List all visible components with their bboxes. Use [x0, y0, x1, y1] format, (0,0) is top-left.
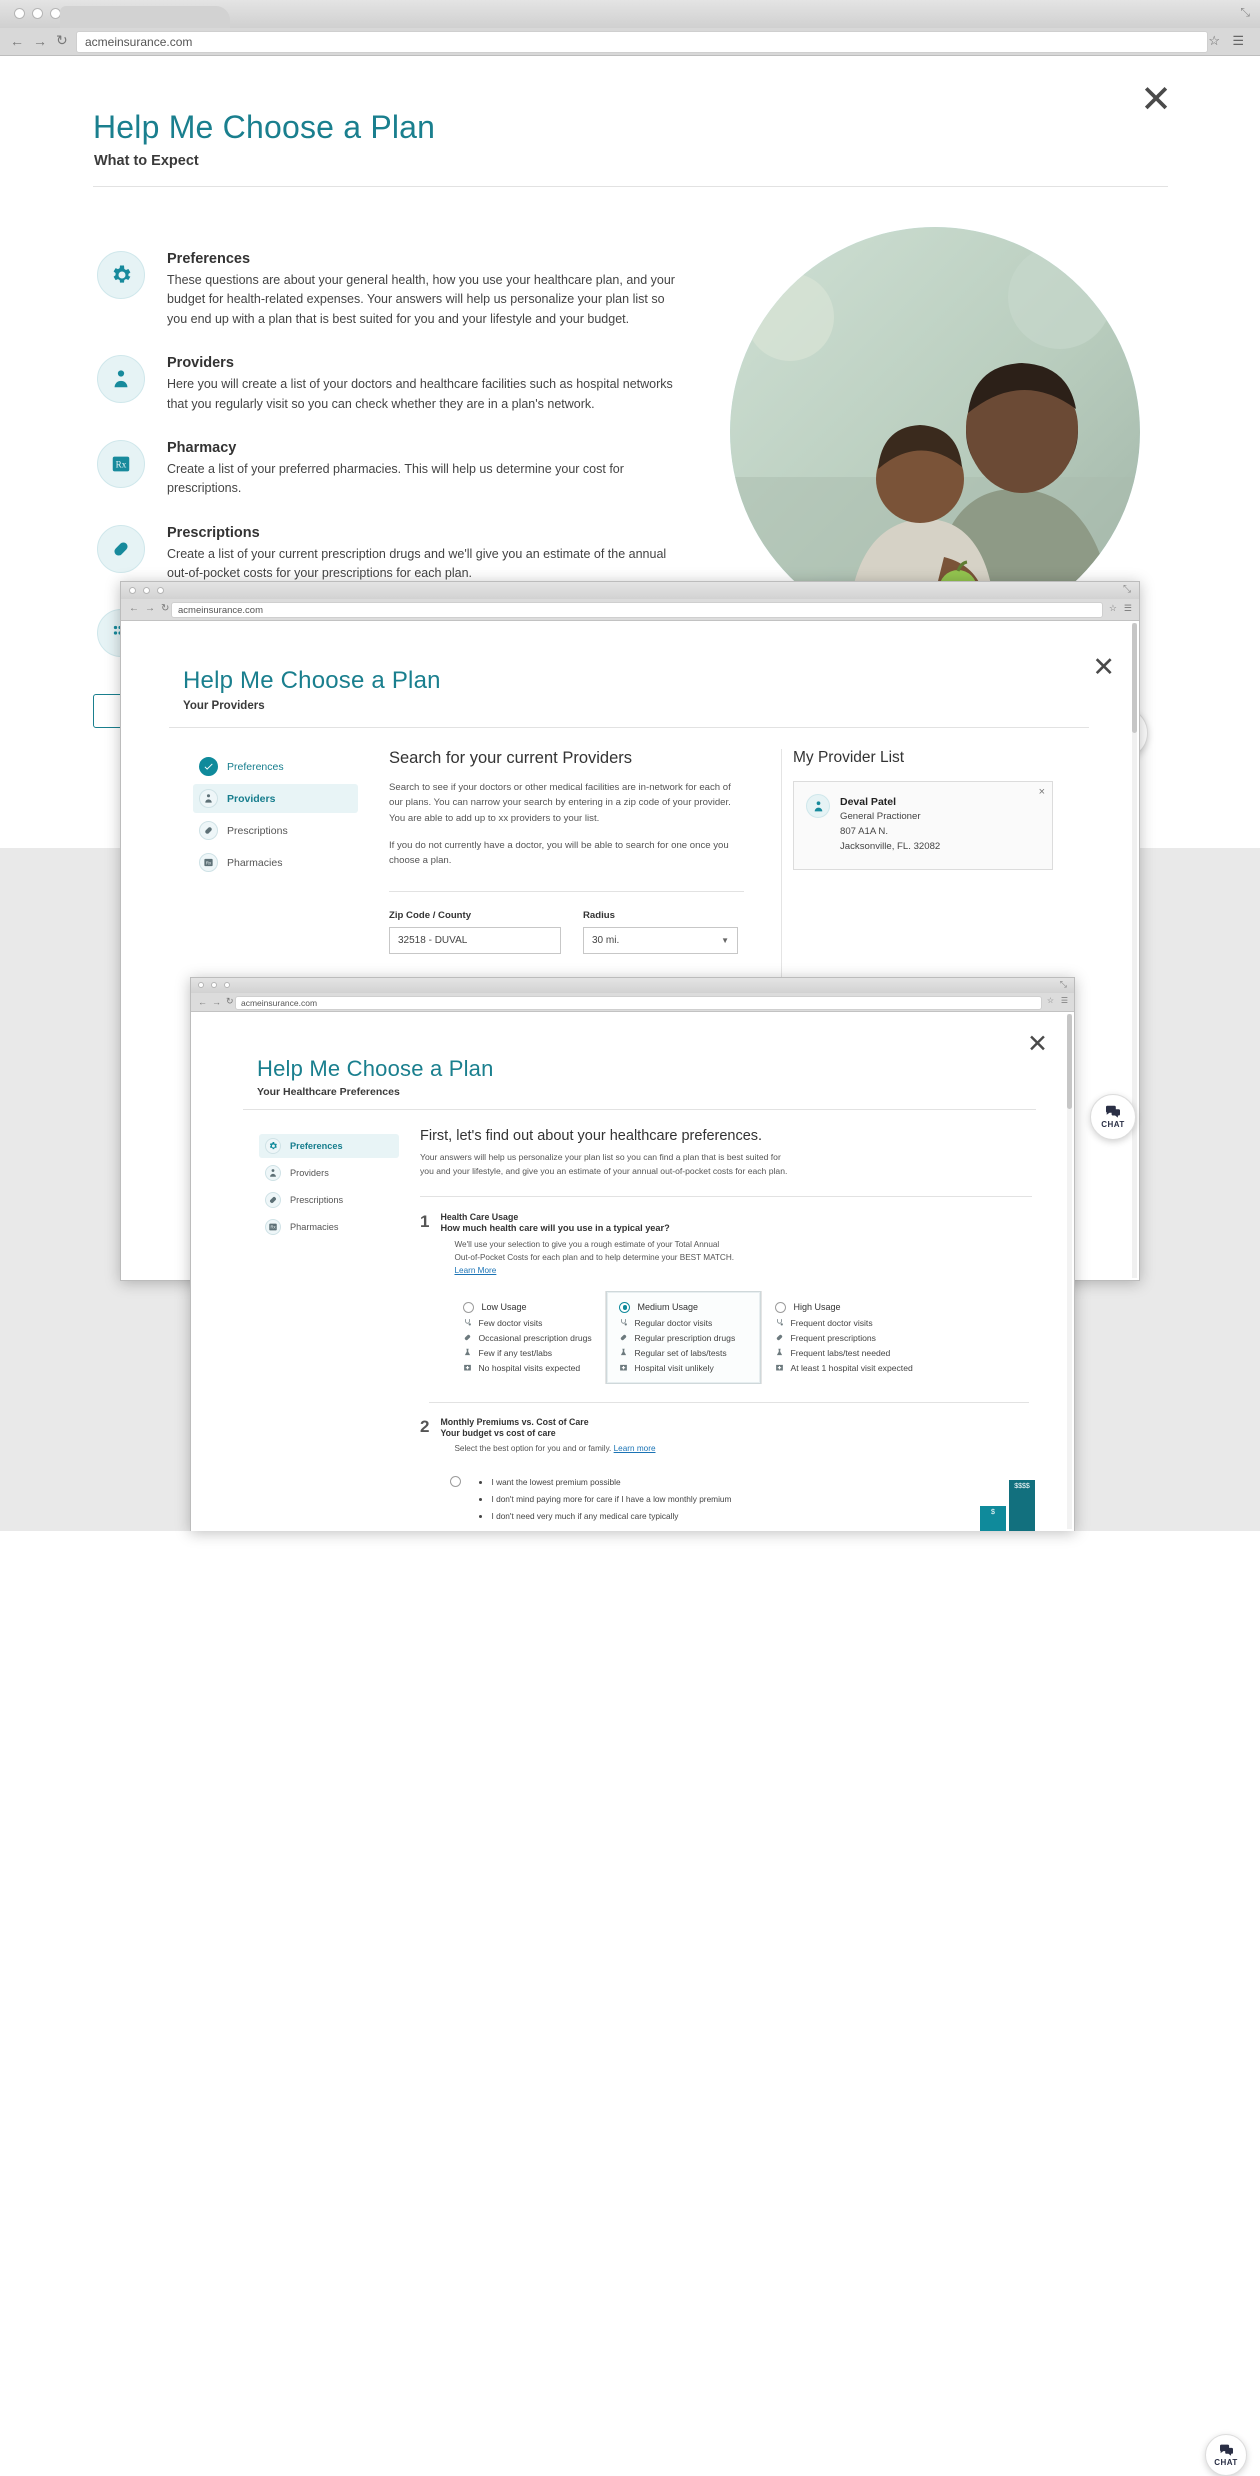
search-heading: Search for your current Providers: [389, 749, 633, 767]
feature-body: These questions are about your general health, how you use your healthcare plan, and your budget for health-related expenses. Your answers will help us personalize your plan list so you end up with a plan that is best suited for you and your lifestyle and your budget.: [167, 273, 675, 326]
chat-bubble-icon: [1104, 1105, 1122, 1119]
radio-medium-usage[interactable]: [619, 1302, 630, 1313]
chat-label: CHAT: [1101, 1120, 1125, 1129]
intro-heading: First, let's find out about your healthcare preferences.: [420, 1128, 763, 1144]
remove-provider-icon[interactable]: ×: [1038, 786, 1045, 798]
hero-image: [730, 227, 1140, 637]
feature-heading: Prescriptions: [167, 524, 260, 541]
chart-bar-cost: $$$$: [1009, 1480, 1035, 1531]
chat-bubble-icon: [1218, 2444, 1235, 2457]
url-text: acmeinsurance.com: [85, 35, 193, 49]
expand-icon[interactable]: ⤡: [1123, 584, 1131, 595]
radius-select[interactable]: [583, 927, 738, 954]
zip-value: 32518 - DUVAL: [398, 934, 468, 946]
option-low-usage[interactable]: [450, 1291, 605, 1384]
list-item: • I don't mind paying more for care if I have a low monthly premium: [491, 1491, 930, 1508]
window-zoom-dot[interactable]: [224, 982, 230, 988]
window-controls[interactable]: [198, 982, 230, 988]
scrollbar-thumb[interactable]: [1132, 623, 1137, 733]
radius-value: 30 mi.: [592, 934, 620, 946]
divider: [389, 891, 744, 892]
divider: [169, 727, 1089, 728]
window-controls[interactable]: [129, 587, 164, 594]
provider-name: Deval Patel: [840, 796, 897, 808]
address-bar[interactable]: [235, 996, 1042, 1010]
divider: [93, 186, 1168, 187]
pill-icon: [775, 1333, 784, 1342]
scrollbar-track[interactable]: [1132, 623, 1137, 1278]
option-detail: Frequent prescriptions: [775, 1333, 924, 1343]
page-content-preferences: [191, 1012, 1074, 1531]
sidebar-item-pharmacies[interactable]: [259, 1215, 399, 1239]
hospital-icon: [463, 1363, 472, 1372]
list-item: • I don't need very much if any medical care typically: [491, 1508, 930, 1525]
option-medium-usage[interactable]: [606, 1291, 761, 1384]
feature-pharmacy: [97, 440, 697, 499]
window-close-dot[interactable]: [14, 8, 25, 19]
window-zoom-dot[interactable]: [157, 587, 164, 594]
option-detail: Hospital visit unlikely: [619, 1363, 748, 1373]
window-close-dot[interactable]: [198, 982, 204, 988]
option-label: Medium Usage: [637, 1302, 698, 1313]
radio-high-usage[interactable]: [775, 1302, 786, 1313]
pharmacy-rx-icon: [265, 1219, 281, 1235]
question-title: Health Care Usage: [440, 1211, 519, 1222]
question-title: Monthly Premiums vs. Cost of Care: [440, 1416, 589, 1427]
option-label: High Usage: [793, 1302, 841, 1313]
question-text: Your budget vs cost of care: [440, 1427, 556, 1438]
premium-cost-chart: [930, 1474, 1035, 1531]
option-detail: Regular set of labs/tests: [619, 1348, 748, 1358]
divider: [429, 1402, 1029, 1403]
provider-card[interactable]: [793, 781, 1053, 870]
feature-heading: Pharmacy: [167, 439, 237, 456]
provider-list-heading: My Provider List: [793, 749, 905, 766]
sidebar-item-label: Preferences: [290, 1141, 343, 1151]
chat-widget[interactable]: [1205, 2434, 1247, 2476]
chat-label: CHAT: [1214, 2457, 1238, 2467]
sidebar-item-label: Providers: [227, 792, 276, 805]
page-subtitle: Your Healthcare Preferences: [257, 1086, 400, 1098]
page-subtitle: Your Providers: [183, 700, 265, 712]
svg-text:Rx: Rx: [270, 1224, 276, 1230]
scrollbar-track[interactable]: [1067, 1014, 1072, 1529]
zip-input[interactable]: [389, 927, 561, 954]
window-minimize-dot[interactable]: [143, 587, 150, 594]
chat-widget[interactable]: [1090, 1094, 1136, 1140]
url-text: acmeinsurance.com: [178, 604, 264, 616]
back-arrow-icon[interactable]: ←: [198, 996, 207, 1007]
address-bar[interactable]: [171, 602, 1103, 618]
sidebar-item-preferences[interactable]: [193, 752, 358, 781]
learn-more-link[interactable]: Learn more: [613, 1443, 656, 1453]
address-bar[interactable]: [76, 31, 1208, 53]
premium-option-row: [440, 1474, 1035, 1531]
question-2: [420, 1417, 1035, 1531]
option-detail: Frequent labs/test needed: [775, 1348, 924, 1358]
svg-text:Rx: Rx: [205, 860, 212, 866]
premium-bullets: [479, 1474, 930, 1525]
option-label: Low Usage: [481, 1302, 527, 1313]
stethoscope-icon: [619, 1318, 628, 1327]
feature-preferences: [97, 251, 697, 329]
stethoscope-icon: [463, 1318, 472, 1327]
browser-window-preferences: [190, 977, 1238, 2467]
hamburger-menu-icon[interactable]: ☰: [1060, 996, 1068, 1005]
preferences-main: [420, 1128, 1035, 1531]
option-detail: Occasional prescription drugs: [463, 1333, 592, 1343]
sidebar-item-label: Prescriptions: [290, 1195, 344, 1205]
window-close-dot[interactable]: [129, 587, 136, 594]
feature-prescriptions: [97, 525, 697, 584]
back-arrow-icon[interactable]: ←: [10, 32, 24, 49]
back-arrow-icon[interactable]: ←: [129, 603, 139, 614]
forward-arrow-icon[interactable]: →: [212, 996, 221, 1007]
page-title: Help Me Choose a Plan: [183, 667, 441, 694]
question-number: 2: [420, 1416, 430, 1436]
pharmacy-rx-icon: [199, 853, 218, 872]
url-text: acmeinsurance.com: [241, 998, 318, 1008]
hospital-icon: [619, 1363, 628, 1372]
option-high-usage[interactable]: [762, 1291, 937, 1384]
search-paragraph-1: Search to see if your doctors or other medical facilities are in-network for each of our plans. You can narrow your search by entering in a zip code of your provider. You are able to add up to xx providers to your list.: [389, 782, 731, 824]
zip-label: Zip Code / County: [389, 909, 472, 921]
question-number: 1: [420, 1211, 430, 1231]
feature-body: Create a list of your current prescription drugs and we'll give you an estimate of the annual out-of-pocket costs for your prescriptions for each plan.: [167, 546, 667, 580]
pharmacy-rx-icon: [97, 440, 145, 488]
feature-heading: Preferences: [167, 251, 251, 267]
reload-icon[interactable]: ↻: [226, 996, 234, 1006]
hamburger-menu-icon[interactable]: ☰: [1232, 33, 1244, 48]
pill-icon: [199, 821, 218, 840]
question-text: How much health care will you use in a typical year?: [440, 1222, 670, 1233]
provider-city: Jacksonville, FL. 32082: [840, 840, 941, 852]
divider: [243, 1109, 1036, 1110]
lab-icon: [775, 1348, 784, 1357]
page-subtitle: What to Expect: [94, 153, 199, 169]
usage-options: [440, 1291, 1035, 1384]
question-1: [420, 1212, 1035, 1403]
bookmark-star-icon[interactable]: ☆: [1108, 603, 1117, 613]
option-detail: Few doctor visits: [463, 1318, 592, 1328]
sidebar-item-preferences[interactable]: [259, 1134, 399, 1158]
pill-icon: [97, 525, 145, 573]
lab-icon: [463, 1348, 472, 1357]
sidebar-item-label: Pharmacies: [227, 856, 283, 869]
radio-lowest-premium[interactable]: [450, 1476, 461, 1487]
chart-bar-premium: $: [980, 1506, 1006, 1531]
browser-tab[interactable]: [60, 6, 230, 28]
nav-buttons[interactable]: [198, 996, 234, 1007]
pill-icon: [463, 1333, 472, 1342]
close-icon[interactable]: ✕: [1092, 652, 1115, 682]
option-detail: No hospital visits expected: [463, 1363, 592, 1373]
page-title: Help Me Choose a Plan: [257, 1056, 494, 1081]
option-detail: Few if any test/labs: [463, 1348, 592, 1358]
sidebar-item-prescriptions[interactable]: [259, 1188, 399, 1212]
divider: [420, 1196, 1032, 1197]
sidebar-item-providers[interactable]: [193, 784, 358, 813]
search-filters: [389, 910, 744, 954]
doctor-icon: [97, 355, 145, 403]
provider-search-panel: [389, 749, 744, 954]
learn-more-link[interactable]: Learn More: [454, 1265, 497, 1275]
chevron-down-icon: ▼: [721, 935, 729, 945]
sidebar-item-prescriptions[interactable]: [193, 816, 358, 845]
gear-icon: [265, 1138, 281, 1154]
window-titlebar: [0, 0, 1260, 28]
option-detail: Regular doctor visits: [619, 1318, 748, 1328]
my-provider-list: [793, 749, 1053, 870]
forward-arrow-icon[interactable]: →: [145, 603, 155, 614]
sidebar-item-label: Pharmacies: [290, 1222, 339, 1232]
sidebar-item-providers[interactable]: [259, 1161, 399, 1185]
window-titlebar: [191, 978, 1074, 993]
sidebar-item-label: Providers: [290, 1168, 329, 1178]
option-detail: At least 1 hospital visit expected: [775, 1363, 924, 1373]
radio-low-usage[interactable]: [463, 1302, 474, 1313]
browser-toolbar: [191, 993, 1074, 1012]
feature-providers: [97, 355, 697, 414]
question-help: Select the best option for you and or family.: [454, 1443, 612, 1453]
step-nav[interactable]: [259, 1134, 399, 1239]
svg-text:Rx: Rx: [115, 459, 127, 470]
gear-icon: [97, 251, 145, 299]
scrollbar-thumb[interactable]: [1067, 1014, 1072, 1109]
provider-address: 807 A1A N.: [840, 826, 889, 838]
doctor-icon: [806, 794, 830, 818]
reload-icon[interactable]: ↻: [161, 603, 170, 614]
doctor-icon: [199, 789, 218, 808]
option-detail: Regular prescription drugs: [619, 1333, 748, 1343]
step-nav[interactable]: [193, 752, 358, 877]
close-icon[interactable]: ✕: [1140, 79, 1172, 121]
sidebar-item-label: Preferences: [227, 760, 284, 773]
window-minimize-dot[interactable]: [211, 982, 217, 988]
window-titlebar: [121, 582, 1139, 599]
check-icon: [199, 757, 218, 776]
question-help: We'll use your selection to give you a rough estimate of your Total Annual Out-of-Pocket Costs for each plan and to help determine your BEST MATCH.: [454, 1239, 735, 1262]
browser-toolbar: [0, 28, 1260, 56]
search-paragraph-2: If you do not currently have a doctor, you will be able to search for one once you choose a plan.: [389, 840, 729, 867]
hamburger-menu-icon[interactable]: ☰: [1123, 603, 1132, 613]
hospital-icon: [775, 1363, 784, 1372]
lab-icon: [619, 1348, 628, 1357]
pill-icon: [619, 1333, 628, 1342]
feature-heading: Providers: [167, 355, 234, 372]
intro-body: Your answers will help us personalize your plan list so you can find a plan that is best suited for you and your lifestyle, and give you an estimate of your annual out-of-pocket costs for each plan.: [420, 1152, 788, 1176]
reload-icon[interactable]: ↻: [56, 32, 68, 48]
family-photo: [730, 227, 1140, 637]
pill-icon: [265, 1192, 281, 1208]
close-icon[interactable]: ✕: [1027, 1030, 1048, 1058]
window-controls[interactable]: [14, 8, 61, 19]
feature-body: Create a list of your preferred pharmacies. This will help us determine your cost for prescriptions.: [167, 461, 624, 496]
option-detail: Frequent doctor visits: [775, 1318, 924, 1328]
window-minimize-dot[interactable]: [32, 8, 43, 19]
nav-buttons[interactable]: [129, 603, 169, 614]
forward-arrow-icon[interactable]: →: [33, 32, 47, 49]
radius-label: Radius: [583, 909, 615, 921]
expand-icon[interactable]: ⤡: [1059, 979, 1067, 989]
browser-toolbar: [121, 599, 1139, 621]
page-title: Help Me Choose a Plan: [93, 109, 436, 145]
expand-icon[interactable]: ⤡: [1240, 5, 1250, 19]
sidebar-item-label: Prescriptions: [227, 824, 288, 837]
list-item: • I want the lowest premium possible: [491, 1474, 930, 1491]
feature-body: Here you will create a list of your doctors and healthcare facilities such as hospital networks that you regularly visit so you can check whether they are in a plan's network.: [167, 377, 673, 411]
bookmark-star-icon[interactable]: ☆: [1208, 33, 1220, 48]
nav-buttons[interactable]: [10, 32, 68, 49]
sidebar-item-pharmacies[interactable]: [193, 848, 358, 877]
doctor-icon: [265, 1165, 281, 1181]
stethoscope-icon: [775, 1318, 784, 1327]
provider-specialty: General Practioner: [840, 811, 921, 823]
bookmark-star-icon[interactable]: ☆: [1046, 996, 1054, 1005]
